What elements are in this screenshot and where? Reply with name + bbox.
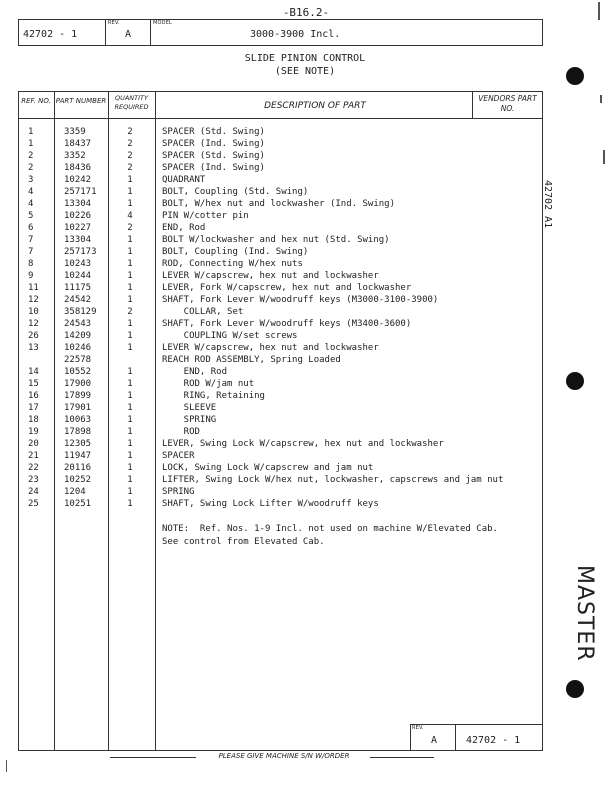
table-row	[0, 282, 612, 294]
row-part-number: 17899	[64, 391, 92, 401]
row-description: BOLT, Coupling (Std. Swing)	[162, 187, 309, 197]
header-divider	[105, 19, 106, 46]
row-ref-number: 14	[28, 367, 39, 377]
footer-rev-value: A	[430, 735, 438, 746]
row-part-number: 10246	[64, 343, 92, 353]
row-quantity: 2	[127, 223, 133, 233]
row-part-number: 14209	[64, 331, 92, 341]
row-ref-number: 9	[28, 271, 34, 281]
row-ref-number: 24	[28, 487, 39, 497]
row-part-number: 3352	[64, 151, 86, 161]
row-description: SHAFT, Swing Lock Lifter W/woodruff keys	[162, 499, 379, 509]
row-description: SHAFT, Fork Lever W/woodruff keys (M3000-3100-3900)	[162, 295, 439, 305]
row-quantity: 1	[127, 487, 133, 497]
table-row	[0, 390, 612, 402]
table-row	[0, 474, 612, 486]
row-description: END, Rod	[162, 367, 228, 377]
header-catalog-number: 42702 - 1	[23, 29, 78, 40]
page-title: SLIDE PINION CONTROL	[244, 53, 366, 64]
row-quantity: 1	[127, 391, 133, 401]
row-ref-number: 2	[28, 151, 34, 161]
table-row	[0, 174, 612, 186]
row-ref-number: 4	[28, 199, 34, 209]
row-part-number: 10552	[64, 367, 92, 377]
row-ref-number: 4	[28, 187, 34, 197]
row-description: SPACER (Std. Swing)	[162, 151, 265, 161]
row-description: SPRING	[162, 415, 217, 425]
row-ref-number: 19	[28, 427, 39, 437]
row-part-number: 10244	[64, 271, 92, 281]
row-quantity: 1	[127, 415, 133, 425]
table-row	[0, 150, 612, 162]
row-description: LOCK, Swing Lock W/capscrew and jam nut	[162, 463, 374, 473]
scan-edge-mark	[598, 2, 600, 20]
row-description: ROD W/jam nut	[162, 379, 255, 389]
row-part-number: 10243	[64, 259, 92, 269]
row-part-number: 10226	[64, 211, 92, 221]
row-ref-number: 12	[28, 319, 39, 329]
table-row	[0, 270, 612, 282]
row-ref-number: 5	[28, 211, 34, 221]
table-row	[0, 246, 612, 258]
table-row	[0, 210, 612, 222]
row-part-number: 18436	[64, 163, 92, 173]
note-line-2: See control from Elevated Cab.	[162, 537, 325, 547]
row-part-number: 10242	[64, 175, 92, 185]
row-quantity: 1	[127, 463, 133, 473]
row-quantity: 1	[127, 319, 133, 329]
row-part-number: 17901	[64, 403, 92, 413]
row-ref-number: 8	[28, 259, 34, 269]
binder-hole	[566, 680, 584, 698]
master-stamp: MASTER	[572, 565, 597, 662]
row-part-number: 3359	[64, 127, 86, 137]
table-row	[0, 318, 612, 330]
table-row	[0, 330, 612, 342]
row-part-number: 10252	[64, 475, 92, 485]
row-description: PIN W/cotter pin	[162, 211, 249, 221]
row-description: LEVER W/capscrew, hex nut and lockwasher	[162, 271, 379, 281]
table-row	[0, 222, 612, 234]
row-quantity: 1	[127, 427, 133, 437]
row-quantity: 1	[127, 379, 133, 389]
row-part-number: 24543	[64, 319, 92, 329]
row-ref-number: 3	[28, 175, 34, 185]
row-quantity: 1	[127, 175, 133, 185]
column-header-ref: REF. NO.	[21, 97, 51, 105]
table-row	[0, 126, 612, 138]
row-description: COLLAR, Set	[162, 307, 244, 317]
row-ref-number: 7	[28, 247, 34, 257]
row-ref-number: 1	[28, 139, 34, 149]
row-description: LEVER, Swing Lock W/capscrew, hex nut and lockwasher	[162, 439, 444, 449]
row-part-number: 11947	[64, 451, 92, 461]
row-part-number: 11175	[64, 283, 92, 293]
row-description: BOLT, W/hex nut and lockwasher (Ind. Swing)	[162, 199, 395, 209]
row-quantity: 2	[127, 127, 133, 137]
row-ref-number: 6	[28, 223, 34, 233]
row-quantity: 1	[127, 271, 133, 281]
row-quantity: 1	[127, 499, 133, 509]
footer-rev-label: REV.	[412, 725, 424, 731]
row-ref-number: 26	[28, 331, 39, 341]
row-quantity: 1	[127, 247, 133, 257]
row-description: ROD	[162, 427, 200, 437]
footer-catalog-number: 42702 - 1	[466, 735, 521, 746]
footer-rule-left	[110, 757, 196, 758]
row-ref-number: 22	[28, 463, 39, 473]
column-header-part: PART NUMBER	[55, 97, 107, 105]
table-row	[0, 162, 612, 174]
row-description: SHAFT, Fork Lever W/woodruff keys (M3400-3600)	[162, 319, 412, 329]
table-row	[0, 342, 612, 354]
row-description: SPACER (Ind. Swing)	[162, 139, 265, 149]
row-ref-number: 7	[28, 235, 34, 245]
table-row	[0, 354, 612, 366]
row-ref-number: 20	[28, 439, 39, 449]
row-ref-number: 11	[28, 283, 39, 293]
table-row	[0, 438, 612, 450]
row-quantity: 1	[127, 283, 133, 293]
row-part-number: 17898	[64, 427, 92, 437]
table-row	[0, 378, 612, 390]
table-row	[0, 426, 612, 438]
row-ref-number: 1	[28, 127, 34, 137]
row-ref-number: 21	[28, 451, 39, 461]
table-row	[0, 366, 612, 378]
binder-hole	[566, 67, 584, 85]
row-ref-number: 13	[28, 343, 39, 353]
row-ref-number: 17	[28, 403, 39, 413]
row-description: ROD, Connecting W/hex nuts	[162, 259, 303, 269]
row-quantity: 2	[127, 307, 133, 317]
row-part-number: 17900	[64, 379, 92, 389]
row-quantity: 1	[127, 199, 133, 209]
table-row	[0, 462, 612, 474]
row-description: END, Rod	[162, 223, 206, 233]
table-row	[0, 198, 612, 210]
table-row	[0, 498, 612, 510]
note-line-1: NOTE: Ref. Nos. 1-9 Incl. not used on machine W/Elevated Cab.	[162, 524, 498, 534]
row-part-number: 1204	[64, 487, 86, 497]
header-rev-value: A	[124, 29, 132, 40]
row-description: BOLT W/lockwasher and hex nut (Std. Swing)	[162, 235, 390, 245]
row-description: SLEEVE	[162, 403, 217, 413]
row-quantity: 1	[127, 235, 133, 245]
table-row	[0, 450, 612, 462]
row-part-number: 257171	[64, 187, 97, 197]
table-row	[0, 234, 612, 246]
table-row	[0, 138, 612, 150]
row-quantity: 1	[127, 403, 133, 413]
row-quantity: 1	[127, 259, 133, 269]
row-quantity: 4	[127, 211, 133, 221]
row-description: SPACER (Ind. Swing)	[162, 163, 265, 173]
row-description: LEVER W/capscrew, hex nut and lockwasher	[162, 343, 379, 353]
row-part-number: 13304	[64, 235, 92, 245]
side-catalog-code: 42702 A1	[542, 180, 553, 229]
row-description: LEVER, Fork W/capscrew, hex nut and lockwasher	[162, 283, 412, 293]
table-row	[0, 186, 612, 198]
binder-hole	[566, 372, 584, 390]
row-quantity: 1	[127, 439, 133, 449]
row-description: COUPLING W/set screws	[162, 331, 298, 341]
row-quantity: 2	[127, 163, 133, 173]
row-description: BOLT, Coupling (Ind. Swing)	[162, 247, 309, 257]
row-description: LIFTER, Swing Lock W/hex nut, lockwasher, capscrews and jam nut	[162, 475, 504, 485]
row-part-number: 12305	[64, 439, 92, 449]
header-divider	[150, 19, 151, 46]
row-part-number: 24542	[64, 295, 92, 305]
row-quantity: 2	[127, 139, 133, 149]
row-ref-number: 15	[28, 379, 39, 389]
header-model-value: 3000-3900 Incl.	[250, 29, 341, 40]
row-part-number: 13304	[64, 199, 92, 209]
row-description: REACH ROD ASSEMBLY, Spring Loaded	[162, 355, 341, 365]
row-ref-number: 2	[28, 163, 34, 173]
row-quantity: 1	[127, 295, 133, 305]
scan-edge-mark	[6, 760, 7, 772]
row-description: SPRING	[162, 487, 195, 497]
page-number: -B16.2-	[282, 6, 330, 19]
scan-edge-mark	[603, 150, 605, 164]
row-quantity: 1	[127, 187, 133, 197]
column-header-vendor: VENDORS PART NO.	[478, 94, 537, 113]
row-quantity: 1	[127, 451, 133, 461]
row-quantity: 1	[127, 367, 133, 377]
header-model-label: MODEL	[153, 20, 173, 26]
footer-rule-right	[370, 757, 434, 758]
table-row	[0, 294, 612, 306]
row-part-number: 20116	[64, 463, 92, 473]
row-part-number: 18437	[64, 139, 92, 149]
row-part-number: 10251	[64, 499, 92, 509]
row-part-number: 358129	[64, 307, 97, 317]
row-description: SPACER	[162, 451, 195, 461]
table-header-divider	[18, 118, 543, 119]
row-ref-number: 23	[28, 475, 39, 485]
row-ref-number: 12	[28, 295, 39, 305]
column-header-description: DESCRIPTION OF PART	[264, 101, 366, 111]
table-row	[0, 414, 612, 426]
row-quantity: 2	[127, 151, 133, 161]
table-row	[0, 306, 612, 318]
row-ref-number: 16	[28, 391, 39, 401]
row-quantity: 1	[127, 475, 133, 485]
page-subtitle: (SEE NOTE)	[274, 66, 336, 77]
row-ref-number: 18	[28, 415, 39, 425]
row-quantity: 1	[127, 343, 133, 353]
table-row	[0, 486, 612, 498]
footer-instruction: PLEASE GIVE MACHINE S/N W/ORDER	[218, 752, 350, 760]
row-part-number: 10227	[64, 223, 92, 233]
scan-edge-mark	[600, 95, 602, 103]
row-part-number: 22578	[64, 355, 92, 365]
row-ref-number: 25	[28, 499, 39, 509]
row-part-number: 10063	[64, 415, 92, 425]
row-description: SPACER (Std. Swing)	[162, 127, 265, 137]
row-description: RING, Retaining	[162, 391, 265, 401]
row-quantity: 1	[127, 331, 133, 341]
column-header-qty: QUANTITY REQUIRED	[114, 94, 149, 111]
table-row	[0, 258, 612, 270]
footer-divider	[455, 724, 456, 751]
row-description: QUADRANT	[162, 175, 206, 185]
row-ref-number: 10	[28, 307, 39, 317]
header-rev-label: REV.	[108, 20, 120, 26]
table-row	[0, 402, 612, 414]
row-part-number: 257173	[64, 247, 97, 257]
